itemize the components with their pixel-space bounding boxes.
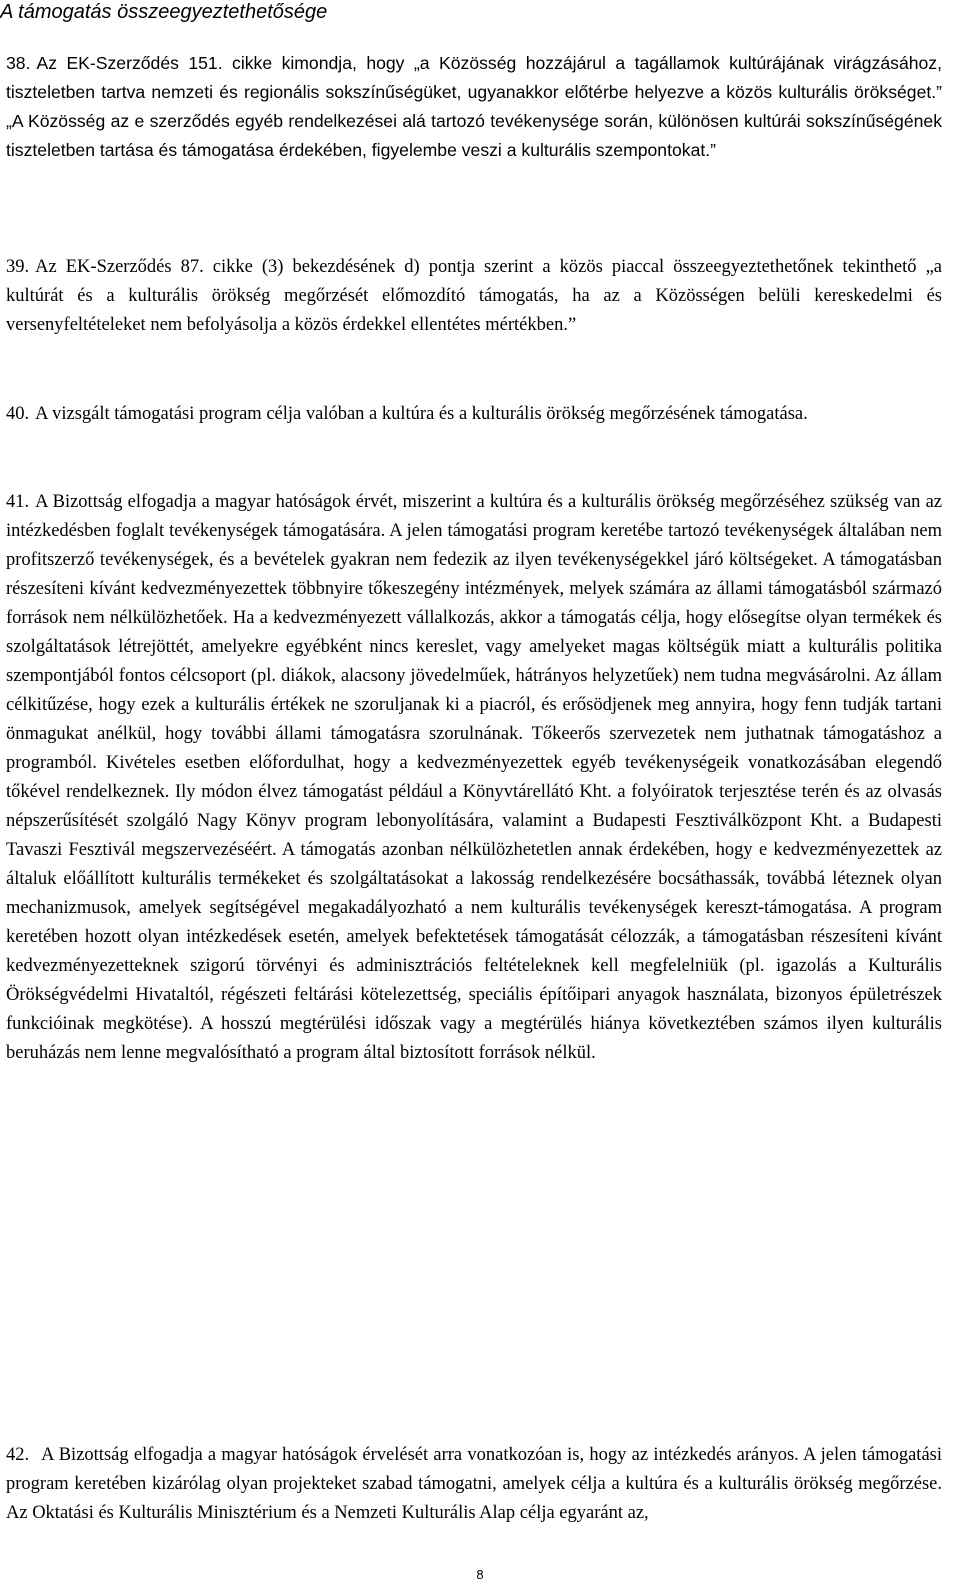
section-heading: A támogatás összeegyeztethetősége xyxy=(0,1,328,23)
paragraph-text: Az EK-Szerződés 151. cikke kimondja, hogy „a Közösség hozzájárul a tagállamok kultúrájának virágzásához, tiszteletben tartva nemzeti és regionális sokszínűségüket, ugyanakkor előtérbe helyezve a közös kulturális örökséget.” „A Közösség az e szerződés egyéb rendelkezései alá tartozó tevékenysége során, különösen kultúrái sokszínűségének tiszteletben tartása és támogatása érdekében, figyelembe veszi a kulturális szempontokat.” xyxy=(6,53,942,160)
paragraph-number: 41. xyxy=(6,492,30,512)
paragraph-text: A vizsgált támogatási program célja valóban a kultúra és a kulturális örökség megőrzésének támogatása. xyxy=(35,404,808,424)
paragraph-39 xyxy=(6,253,942,340)
paragraph-42 xyxy=(6,1441,942,1528)
page-number: 8 xyxy=(476,1567,484,1582)
paragraph-text: A Bizottság elfogadja a magyar hatóságok érvelését arra vonatkozóan is, hogy az intézkedés arányos. A jelen támogatási program keretében kizárólag olyan projekteket szabad támogatni, amelyek célja a kultúra és a kulturális örökség megőrzése. Az Oktatási és Kulturális Minisztérium és a Nemzeti Kulturális Alap célja egyaránt az, xyxy=(6,1445,942,1523)
paragraph-number: 38. xyxy=(6,53,31,73)
paragraph-41 xyxy=(6,488,942,1068)
paragraph-number: 39. xyxy=(6,257,30,277)
paragraph-text: A Bizottság elfogadja a magyar hatóságok érvét, miszerint a kultúra és a kulturális örökség megőrzéséhez szükség van az intézkedésben foglalt tevékenységek támogatására. A jelen támogatási program keretébe tartozó tevékenységek általában nem profitszerző tevékenységek, és a bevételek gyakran nem fedezik az ilyen tevékenységekkel járó költségeket. A támogatásban részesíteni kívánt kedvezményezettek többnyire tőkeszegény intézmények, melyek számára az állami támogatásból származó források nem nélkülözhetőek. Ha a kedvezményezett vállalkozás, akkor a támogatás célja, hogy elősegítse olyan termékek és szolgáltatások létrejöttét, amelyekre egyébként nincs kereslet, vagy amelyeket magas költségük miatt a kulturális politika szempontjából fontos célcsoport (pl. diákok, alacsony jövedelműek, hátrányos helyzetűek) nem tudna megvásárolni. Az állam célkitűzése, hogy ezek a kulturális értékek ne szoruljanak ki a piacról, és erősödjenek meg annyira, hogy fenn tudják tartani önmagukat anélkül, hogy további állami támogatásra szorulnának. Tőkeerős szervezetek nem juthatnak támogatáshoz a programból. Kivételes esetben előfordulhat, hogy a kedvezményezettek egyéb tevékenységeik vonatkozásában elegendő tőkével rendelkeznek. Ily módon élvez támogatást például a Könyvtárellátó Kht. a folyóiratok terjesztése terén és az olvasás népszerűsítését szolgáló Nagy Könyv program lebonyolítására, valamint a Budapesti Fesztiválközpont Kht. a Budapesti Tavaszi Fesztivál megszervezéséért. A támogatás azonban nélkülözhetetlen annak érdekében, hogy e kedvezményezettek az általuk előállított kulturális termékeket és szolgáltatásokat a lakosság rendelkezésére bocsáthassák, továbbá léteznek olyan mechanizmusok, amelyek segítségével megakadályozható a nem kulturális tevékenységek kereszt-támogatása. A program keretében hozott olyan intézkedések esetén, amelyek befektetések támogatását célozzák, a támogatásban részesíteni kívánt kedvezményezetteknek szigorú törvényi és adminisztrációs feltételeknek kell megfelelniük (pl. igazolás a Kulturális Örökségvédelmi Hivataltól, régészeti feltárási kötelezettség, speciális építőipari anyagok használata, bizonyos épületrészek funkcióinak megkötése). A hosszú megtérülési időszak vagy a megtérülés hiánya következtében számos ilyen kulturális beruházás nem lenne megvalósítható a program által biztosított források nélkül. xyxy=(6,492,942,1063)
paragraph-number: 40. xyxy=(6,404,30,424)
paragraph-text: Az EK-Szerződés 87. cikke (3) bekezdésének d) pontja szerint a közös piaccal összeegyeztethetőnek tekinthető „a kultúrát és a kulturális örökség megőrzését előmozdító támogatás, ha az a Közösségen belüli kereskedelmi és versenyfeltételeket nem befolyásolja a közös érdekkel ellentétes mértékben.” xyxy=(6,257,942,335)
paragraph-40 xyxy=(6,400,942,429)
paragraph-38 xyxy=(6,49,942,165)
paragraph-number: 42. xyxy=(6,1445,30,1465)
